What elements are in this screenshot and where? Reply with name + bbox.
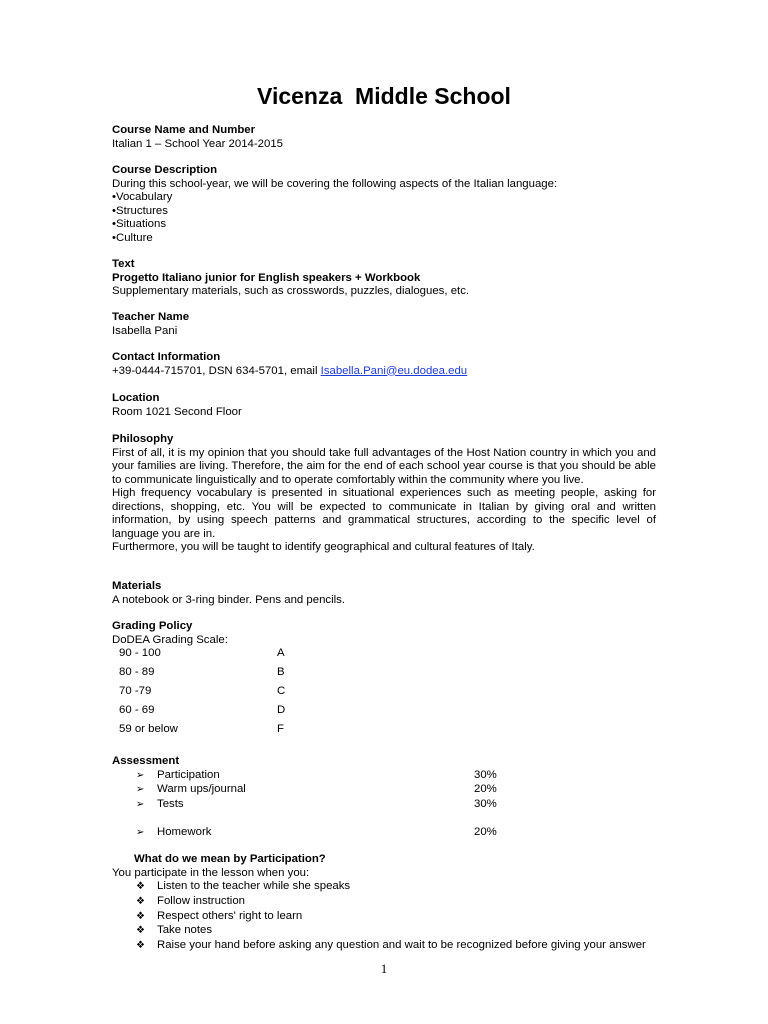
participation-section — [112, 853, 656, 954]
course-value: Italian 1 – School Year 2014-2015 — [112, 137, 283, 150]
location-value: Room 1021 Second Floor — [112, 405, 242, 418]
grade-range: 60 - 69 — [119, 704, 155, 716]
grade-letter: C — [277, 685, 286, 697]
description-item: •Vocabulary — [112, 191, 173, 203]
assessment-percent: 20% — [474, 783, 497, 795]
assessment-label: Tests — [157, 797, 184, 810]
contact-section — [112, 351, 656, 378]
page-number: 1 — [380, 961, 388, 976]
participation-item-label: Follow instruction — [157, 894, 245, 907]
participation-item — [112, 880, 656, 895]
text-section — [112, 258, 656, 299]
grade-letter: D — [277, 704, 286, 716]
philosophy-paragraph: High frequency vocabulary is presented in situational experiences such as meeting people, asking for directions, shopping, etc. You will be expected to communicate in Italian by giving oral and written information, by using speech patterns and grammatical structures, according to the specific level of language you are in. — [112, 487, 656, 540]
description-item: •Culture — [112, 231, 153, 244]
description-heading: Course Description — [112, 164, 218, 176]
course-section — [112, 124, 656, 151]
description-item: •Situations — [112, 218, 167, 230]
teacher-heading: Teacher Name — [112, 311, 190, 323]
assessment-percent: 20% — [474, 825, 497, 838]
contact-line — [112, 365, 656, 379]
assessment-row — [112, 769, 656, 784]
philosophy-paragraph: First of all, it is my opinion that you should take full advantages of the Host Nation country in which you and your families are living. Therefore, the aim for the end of each school year course is that you should be able to communicate linguistically and to operate comfortably within the community where you live. — [112, 446, 656, 486]
page-title: Vicenza Middle School — [257, 83, 511, 109]
textbook-title: Progetto Italiano junior for English speakers + Workbook — [112, 271, 421, 284]
arrow-bullet-icon: ➢ — [136, 769, 145, 781]
course-heading: Course Name and Number — [112, 124, 256, 136]
grade-letter: F — [277, 723, 284, 735]
email-link[interactable]: Isabella.Pani@eu.dodea.edu — [320, 364, 468, 377]
participation-item — [112, 939, 656, 954]
grade-range: 80 - 89 — [119, 666, 155, 678]
assessment-label: Homework — [157, 825, 212, 838]
participation-item-label: Raise your hand before asking any question and wait to be recognized before giving your answer — [157, 939, 646, 952]
grade-range: 59 or below — [119, 723, 178, 735]
assessment-percent: 30% — [474, 768, 497, 781]
participation-heading: What do we mean by Participation? — [134, 853, 326, 865]
philosophy-section — [112, 433, 656, 555]
grade-letter: B — [277, 666, 285, 678]
assessment-section — [112, 755, 656, 840]
grading-section — [112, 620, 656, 742]
participation-item-label: Listen to the teacher while she speaks — [157, 880, 351, 892]
diamond-bullet-icon: ❖ — [136, 881, 145, 892]
materials-value: A notebook or 3-ring binder. Pens and pencils. — [112, 593, 346, 606]
grade-row — [112, 666, 656, 685]
assessment-percent: 30% — [474, 797, 497, 810]
location-heading: Location — [112, 392, 160, 404]
arrow-bullet-icon: ➢ — [136, 826, 145, 838]
participation-item — [112, 910, 656, 925]
participation-item-label: Take notes — [157, 924, 213, 937]
assessment-row — [112, 826, 656, 841]
diamond-bullet-icon: ❖ — [136, 940, 145, 952]
philosophy-heading: Philosophy — [112, 433, 174, 445]
participation-item — [112, 924, 656, 939]
diamond-bullet-icon: ❖ — [136, 895, 145, 907]
materials-section — [112, 580, 656, 607]
diamond-bullet-icon: ❖ — [136, 925, 145, 937]
grade-row — [112, 723, 656, 742]
arrow-bullet-icon: ➢ — [136, 798, 145, 810]
grade-row — [112, 647, 656, 666]
supplementary-materials: Supplementary materials, such as crosswords, puzzles, dialogues, etc. — [112, 285, 470, 297]
assessment-row — [112, 798, 656, 813]
grading-heading: Grading Policy — [112, 620, 193, 632]
participation-intro: You participate in the lesson when you: — [112, 866, 310, 879]
teacher-section — [112, 311, 656, 338]
contact-heading: Contact Information — [112, 351, 221, 363]
diamond-bullet-icon: ❖ — [136, 910, 145, 922]
assessment-row — [112, 783, 656, 798]
description-section — [112, 164, 656, 245]
description-item: •Structures — [112, 204, 168, 217]
contact-phone: +39-0444-715701, DSN 634-5701, email — [112, 364, 321, 377]
grade-row — [112, 704, 656, 723]
philosophy-paragraph: Furthermore, you will be taught to identify geographical and cultural features of Italy. — [112, 541, 535, 553]
description-intro: During this school-year, we will be covering the following aspects of the Italian language: — [112, 177, 558, 190]
participation-item — [112, 895, 656, 910]
grading-scale-label: DoDEA Grading Scale: — [112, 633, 228, 646]
grade-row — [112, 685, 656, 704]
arrow-bullet-icon: ➢ — [136, 784, 145, 795]
grade-range: 70 -79 — [119, 685, 152, 697]
materials-heading: Materials — [112, 580, 162, 592]
teacher-name: Isabella Pani — [112, 324, 178, 337]
assessment-heading: Assessment — [112, 755, 180, 767]
text-heading: Text — [112, 258, 135, 270]
participation-item-label: Respect others' right to learn — [157, 909, 303, 922]
assessment-label: Participation — [157, 768, 220, 781]
grade-letter: A — [277, 647, 285, 659]
location-section — [112, 392, 656, 419]
grade-range: 90 - 100 — [119, 647, 161, 659]
assessment-label: Warm ups/journal — [157, 783, 246, 795]
